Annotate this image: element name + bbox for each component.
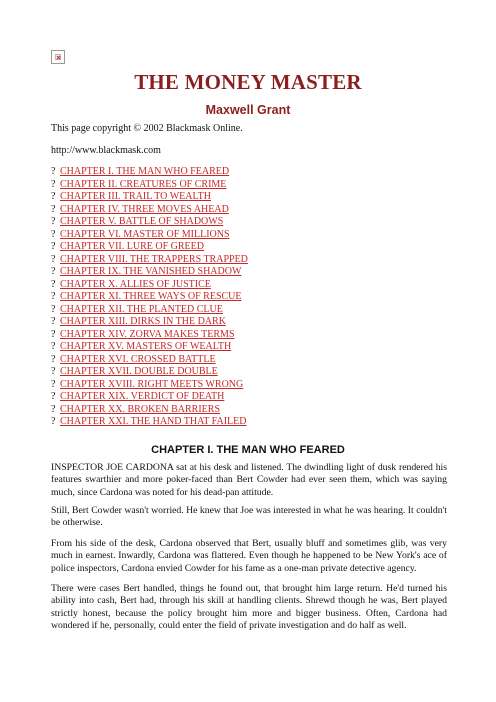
toc-bullet: ? [51,178,56,190]
toc-bullet: ? [51,391,56,402]
toc-item [51,416,248,429]
toc-link[interactable]: CHAPTER XVI. CROSSED BATTLE [60,353,216,365]
toc-item [51,379,248,392]
broken-image-icon [51,50,65,64]
toc-bullet: ? [51,166,56,177]
toc-item [51,166,248,179]
toc-link[interactable]: CHAPTER IV. THREE MOVES AHEAD [60,203,229,215]
toc-item [51,291,248,304]
toc-item [51,366,248,379]
toc-item [51,191,248,204]
toc-bullet: ? [51,291,56,302]
chapter-paragraph: INSPECTOR JOE CARDONA sat at his desk and listened. The dwindling light of dusk rendered his features swarthier and more poker-faced than Bert Cowder had ever seen them, which was saying much, since Cardona was noted for his dead-pan attitude. [51,462,447,498]
toc-link[interactable]: CHAPTER XII. THE PLANTED CLUE [60,303,223,315]
toc-link[interactable]: CHAPTER II. CREATURES OF CRIME [60,178,227,190]
toc-item [51,229,248,242]
toc-bullet: ? [51,303,56,315]
book-title: THE MONEY MASTER [134,70,362,94]
toc-link[interactable]: CHAPTER X. ALLIES OF JUSTICE [60,278,211,290]
toc-link[interactable]: CHAPTER XX. BROKEN BARRIERS [60,403,221,415]
toc-bullet: ? [51,191,56,202]
toc-link[interactable]: CHAPTER XIV. ZORVA MAKES TERMS [60,328,235,340]
toc-bullet: ? [51,241,56,252]
book-author: Maxwell Grant [205,103,291,117]
toc-link[interactable]: CHAPTER XIII. DIRKS IN THE DARK [60,316,226,327]
toc-item [51,391,248,404]
toc-bullet: ? [51,416,56,427]
toc-item [51,179,248,192]
toc-item [51,279,248,292]
toc-link[interactable]: CHAPTER XI. THREE WAYS OF RESCUE [60,291,242,302]
toc-bullet: ? [51,253,56,265]
toc-item [51,241,248,254]
toc-item [51,404,248,417]
chapter-paragraph: Still, Bert Cowder wasn't worried. He knew that Joe was interested in what he was hearing. It couldn't be otherwise. [51,505,447,529]
toc-item [51,354,248,367]
source-url: http://www.blackmask.com [51,145,161,156]
copyright-notice: This page copyright © 2002 Blackmask Online. [51,123,243,134]
toc-bullet: ? [51,216,56,227]
toc-bullet: ? [51,353,56,365]
toc-link[interactable]: CHAPTER VI. MASTER OF MILLIONS [60,228,230,240]
toc-bullet: ? [51,203,56,215]
toc-link[interactable]: CHAPTER IX. THE VANISHED SHADOW [60,266,242,277]
toc-link[interactable]: CHAPTER V. BATTLE OF SHADOWS [60,216,224,227]
toc-bullet: ? [51,316,56,327]
table-of-contents [51,166,248,429]
toc-link[interactable]: CHAPTER XXI. THE HAND THAT FAILED [60,416,247,427]
toc-link[interactable]: CHAPTER III. TRAIL TO WEALTH [60,191,212,202]
toc-link[interactable]: CHAPTER XVIII. RIGHT MEETS WRONG [60,378,244,390]
toc-link[interactable]: CHAPTER VII. LURE OF GREED [60,241,204,252]
toc-item [51,216,248,229]
toc-bullet: ? [51,403,56,415]
chapter-paragraph: There were cases Bert handled, things he found out, that brought him large return. He'd turned his ability into cash, Bert had, through his skill at handling clients. Shrewd though he was, Bert played strictly honest, because the policy brought him more and bigger business. Often, Cardona had wondered if he, personally, could enter the field of private investigation and do half as well. [51,583,447,631]
toc-bullet: ? [51,228,56,240]
toc-link[interactable]: CHAPTER VIII. THE TRAPPERS TRAPPED [60,253,248,265]
toc-bullet: ? [51,328,56,340]
toc-item [51,204,248,217]
toc-bullet: ? [51,366,56,377]
toc-item [51,254,248,267]
toc-link[interactable]: CHAPTER XIX. VERDICT OF DEATH [60,391,225,402]
toc-item [51,304,248,317]
toc-link[interactable]: CHAPTER XVII. DOUBLE DOUBLE [60,366,218,377]
chapter-heading: CHAPTER I. THE MAN WHO FEARED [151,444,345,456]
toc-bullet: ? [51,341,56,352]
toc-item [51,316,248,329]
toc-bullet: ? [51,378,56,390]
toc-bullet: ? [51,266,56,277]
toc-bullet: ? [51,278,56,290]
toc-link[interactable]: CHAPTER I. THE MAN WHO FEARED [60,166,230,177]
toc-item [51,341,248,354]
toc-item [51,266,248,279]
toc-link[interactable]: CHAPTER XV. MASTERS OF WEALTH [60,341,232,352]
toc-item [51,329,248,342]
chapter-paragraph: From his side of the desk, Cardona observed that Bert, usually bluff and sometimes glib, was very much in earnest. Inwardly, Cardona was flattered. Even though he happened to be New York's ace of police inspectors, Cardona envied Cowder for his fame as a one-man private detective agency. [51,538,447,574]
